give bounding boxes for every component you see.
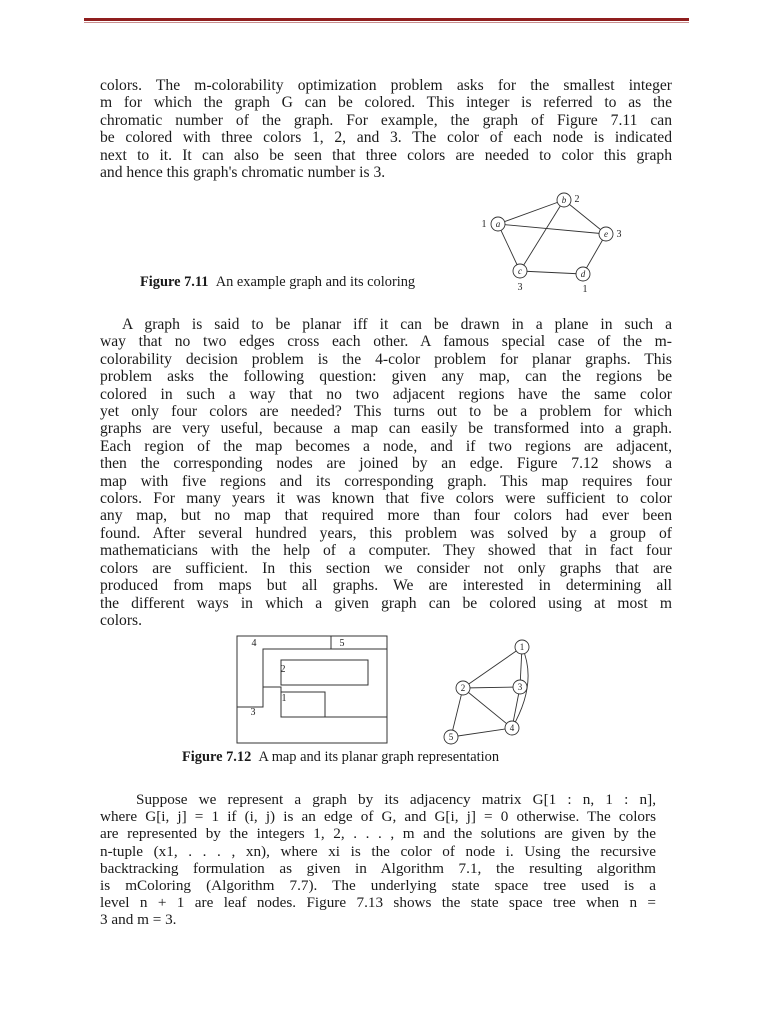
text-line: Each region of the map becomes a node, and if two regions are adjacent, (100, 437, 672, 455)
text-line: A graph is said to be planar iff it can be drawn in a plane in such a (122, 316, 672, 333)
text-line: found. After several hundred years, this problem was solved by a group of (100, 524, 672, 542)
text-line: the different ways in which a given graph can be colored using at most m (100, 594, 672, 612)
caption-label: Figure 7.12 (182, 749, 252, 765)
node-label-c: c (518, 266, 522, 276)
node-label-e: e (604, 229, 608, 239)
text-line: colors. For many years it was known that five colors were sufficient to color (100, 490, 672, 508)
edge-1-2 (463, 647, 522, 688)
text-line: are represented by the integers 1, 2, . . . , m and the solutions are given by the (100, 825, 656, 843)
text-line: colored in such a way that no two adjacent regions have the same color (100, 385, 672, 403)
edge-a-e (498, 224, 606, 234)
figure-7-11-graph (470, 188, 630, 296)
node-color-e: 3 (616, 229, 622, 240)
text-line: mathematicians with the help of a computer. They showed that in fact four (100, 542, 672, 560)
node-label-d: d (580, 269, 586, 279)
planar-node-label-5: 5 (448, 732, 454, 742)
paragraph-chromatic-number (100, 77, 672, 181)
node-label-a: a (495, 219, 501, 229)
figure-7-12-map (234, 633, 390, 745)
text-line: backtracking formulation as given in Algorithm 7.1, the resulting algorithm (100, 859, 656, 877)
text-line: then the corresponding nodes are joined by an edge. Figure 7.12 shows a (100, 455, 672, 473)
text-line: colors. (100, 611, 143, 629)
node-label-b: b (561, 195, 567, 205)
edge-4-5 (451, 728, 512, 737)
planar-node-label-1: 1 (519, 642, 525, 652)
text-line: produced from maps but all graphs. We are interested in determining all (100, 577, 672, 595)
text-line: yet only four colors are needed? This turns out to be a problem for which (100, 403, 672, 421)
text-line: colorability decision problem is the 4-color problem for planar graphs. This (100, 350, 672, 368)
text-line: colors are sufficient. In this section we consider not only graphs that are (100, 559, 672, 577)
map-region-label-2: 2 (280, 664, 286, 675)
edge-b-e (564, 200, 606, 234)
edge-c-d (520, 271, 583, 274)
map-region-label-1: 1 (281, 693, 287, 704)
caption-label: Figure 7.11 (140, 274, 209, 290)
text-line: graphs are very useful, because a map can easily be transformed into a graph. (100, 420, 672, 438)
map-outer-boundary (237, 636, 387, 743)
text-line: colors. The m-colorability optimization problem asks for the smallest integer (100, 77, 672, 94)
map-region-2-box (281, 660, 368, 685)
edge-2-5 (451, 688, 463, 737)
text-line: map with five regions and its corresponding graph. This map requires four (100, 472, 672, 490)
figure-7-12-caption (182, 749, 499, 766)
node-color-a: 1 (481, 219, 487, 230)
text-line: any map, but no map that required more than four colors had ever been (100, 507, 672, 525)
text-line: level n + 1 are leaf nodes. Figure 7.13 shows the state space tree when n = (100, 894, 656, 912)
edge-a-c (498, 224, 520, 271)
text-line: 3 and m = 3. (100, 911, 177, 929)
figure-7-12-graph (438, 633, 538, 747)
text-line: next to it. It can also be seen that three colors are needed to color this graph (100, 146, 672, 164)
edge-2-3 (463, 687, 520, 688)
edge-a-b (498, 200, 564, 224)
map-boundary-region-5 (237, 649, 387, 707)
planar-node-label-2: 2 (460, 683, 466, 693)
node-color-b: 2 (574, 194, 580, 205)
map-region-label-5: 5 (339, 638, 345, 649)
edge-2-4 (463, 688, 512, 728)
text-line: chromatic number of the graph. For example, the graph of Figure 7.11 can (100, 111, 672, 129)
map-region-1-box (281, 692, 325, 717)
text-line: where G[i, j] = 1 if (i, j) is an edge of G, and G[i, j] = 0 otherwise. The colors (100, 808, 656, 826)
paragraph-planar-graphs (100, 316, 672, 629)
planar-node-label-3: 3 (517, 682, 523, 692)
text-line: problem asks the following question: given any map, can the regions be (100, 368, 672, 386)
text-line: and hence this graph's chromatic number is 3. (100, 164, 386, 182)
node-color-d: 1 (582, 284, 588, 295)
text-line: n-tuple (x1, . . . , xn), where xi is the color of node i. Using the recursive (100, 842, 656, 860)
caption-text: A map and its planar graph representation (258, 749, 500, 765)
text-line: m for which the graph G can be colored. This integer is referred to as the (100, 94, 672, 112)
paragraph-adjacency-matrix (100, 791, 656, 929)
text-line: is mColoring (Algorithm 7.7). The underlying state space tree used is a (100, 877, 656, 895)
text-line: way that no two edges cross each other. A famous special case of the m- (100, 333, 672, 351)
map-region-label-4: 4 (251, 638, 257, 649)
node-color-c: 3 (517, 282, 523, 293)
header-rule-thin (84, 22, 689, 23)
edge-b-c (520, 200, 564, 271)
figure-7-11-caption (140, 274, 415, 291)
planar-node-label-4: 4 (509, 723, 515, 733)
header-rule (84, 18, 689, 21)
map-region-label-3: 3 (250, 707, 256, 718)
text-line: be colored with three colors 1, 2, and 3. The color of each node is indicated (100, 129, 672, 147)
text-line: Suppose we represent a graph by its adjacency matrix G[1 : n, 1 : n], (136, 791, 656, 808)
caption-text: An example graph and its coloring (215, 274, 416, 290)
